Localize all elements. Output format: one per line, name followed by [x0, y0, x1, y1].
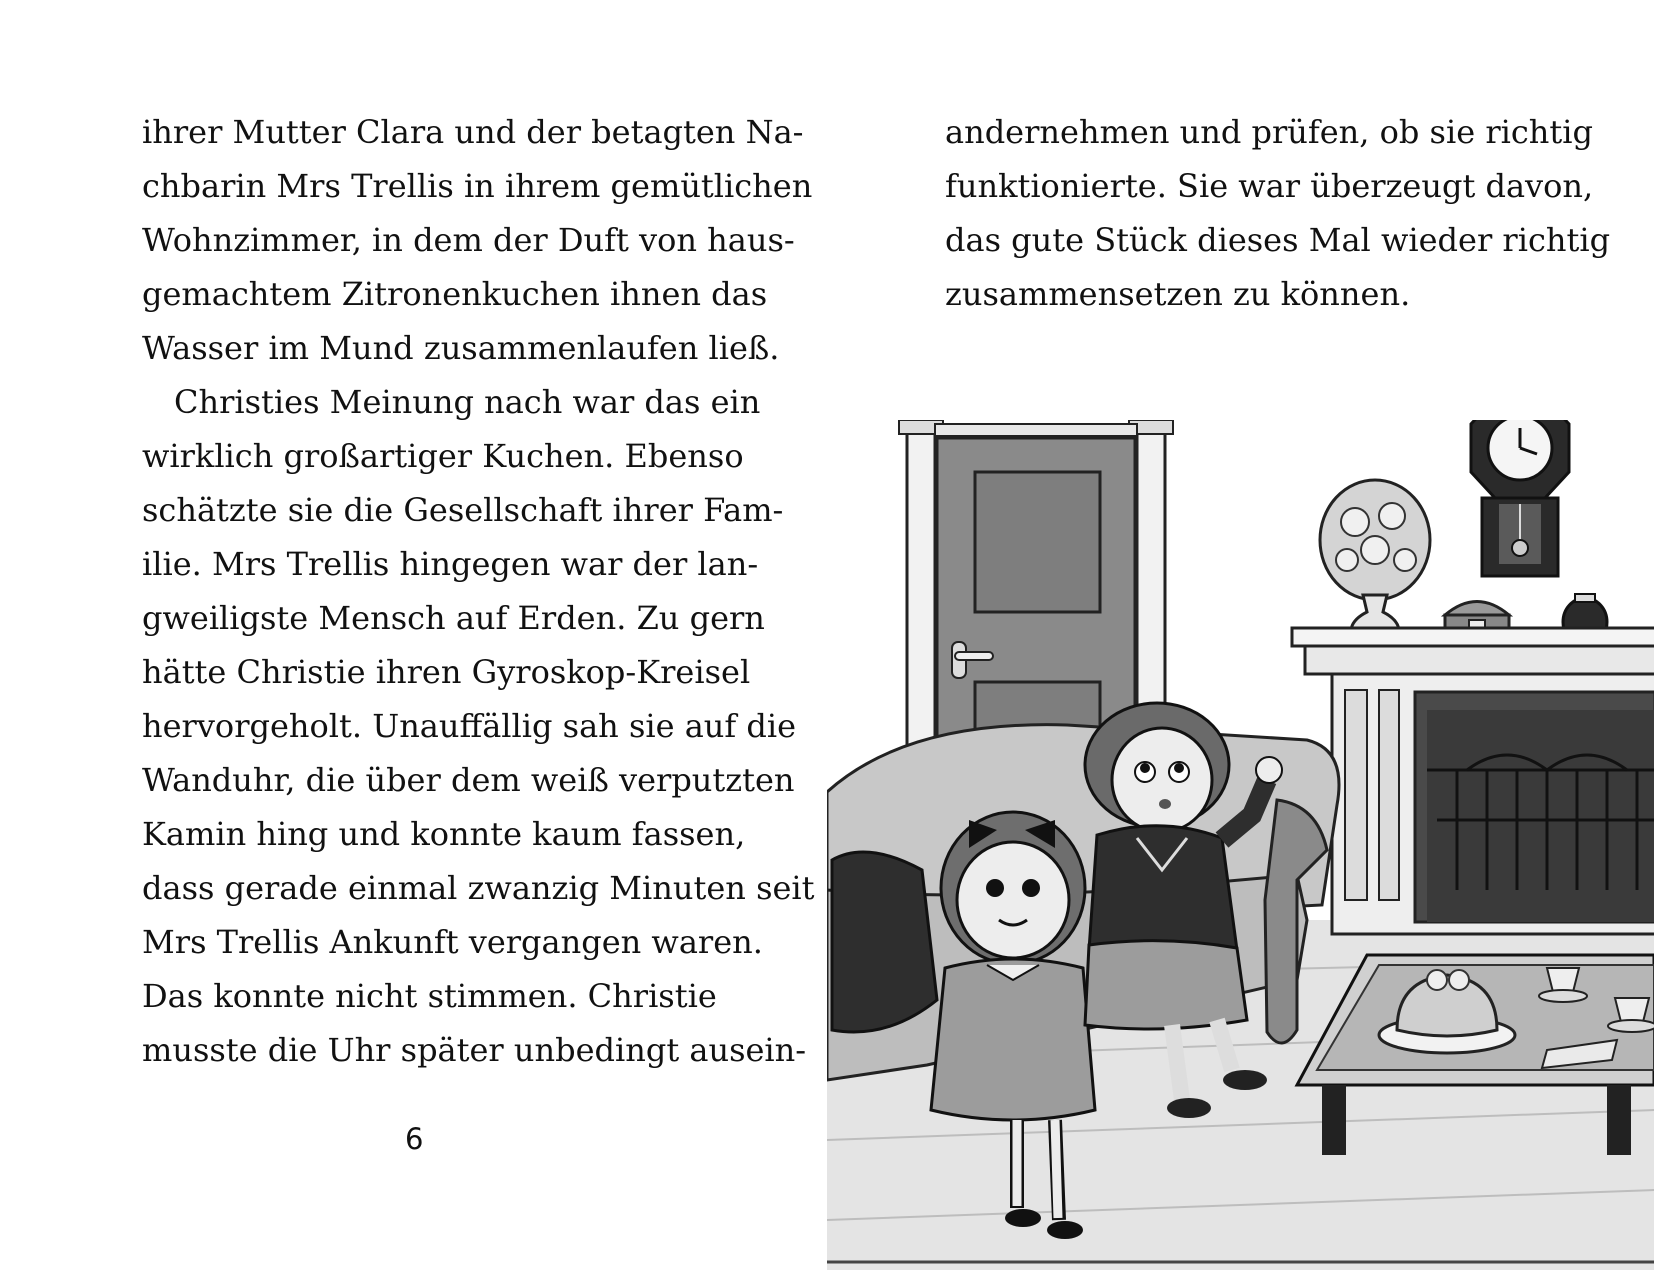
text-line: funktionierte. Sie war überzeugt davon, — [945, 167, 1594, 205]
text-line: musste die Uhr später unbedingt ausein- — [142, 1031, 807, 1069]
text-line: zusammensetzen zu können. — [945, 275, 1411, 313]
flower-vase — [1320, 480, 1430, 648]
wall-clock — [1471, 420, 1569, 576]
text-line: hervorgeholt. Unauffällig sah sie auf die — [142, 707, 797, 745]
text-line: Christies Meinung nach war das ein — [174, 383, 761, 421]
text-line: dass gerade einmal zwanzig Minuten seit — [142, 869, 815, 907]
text-line: ilie. Mrs Trellis hingegen war der lan- — [142, 545, 759, 583]
text-line: Wohnzimmer, in dem der Duft von haus- — [142, 221, 795, 259]
text-line: Wasser im Mund zusammenlaufen ließ. — [142, 329, 780, 367]
text-line: Das konnte nicht stimmen. Christie — [142, 977, 717, 1015]
text-line: wirklich großartiger Kuchen. Ebenso — [142, 437, 744, 475]
left-page-text — [142, 105, 815, 1077]
text-line: ihrer Mutter Clara und der betagten Na- — [142, 113, 804, 151]
text-line: hätte Christie ihren Gyroskop-Kreisel — [142, 653, 751, 691]
text-line: das gute Stück dieses Mal wieder richtig — [945, 221, 1611, 259]
page-number: 6 — [405, 1122, 424, 1156]
text-line: Mrs Trellis Ankunft vergangen waren. — [142, 923, 763, 961]
text-line: Kamin hing und konnte kaum fassen, — [142, 815, 746, 853]
text-line: gweiligste Mensch auf Erden. Zu gern — [142, 599, 765, 637]
fireplace — [1292, 628, 1654, 934]
right-page — [827, 0, 1654, 1270]
text-line: Wanduhr, die über dem weiß verputzten — [142, 761, 795, 799]
text-line: andernehmen und prüfen, ob sie richtig — [945, 113, 1593, 151]
text-line: chbarin Mrs Trellis in ihrem gemütlichen — [142, 167, 813, 205]
text-line: gemachtem Zitronenkuchen ihnen das — [142, 275, 768, 313]
text-line: schätzte sie die Gesellschaft ihrer Fam- — [142, 491, 784, 529]
living-room-illustration — [827, 420, 1654, 1270]
right-page-text — [945, 105, 1611, 321]
